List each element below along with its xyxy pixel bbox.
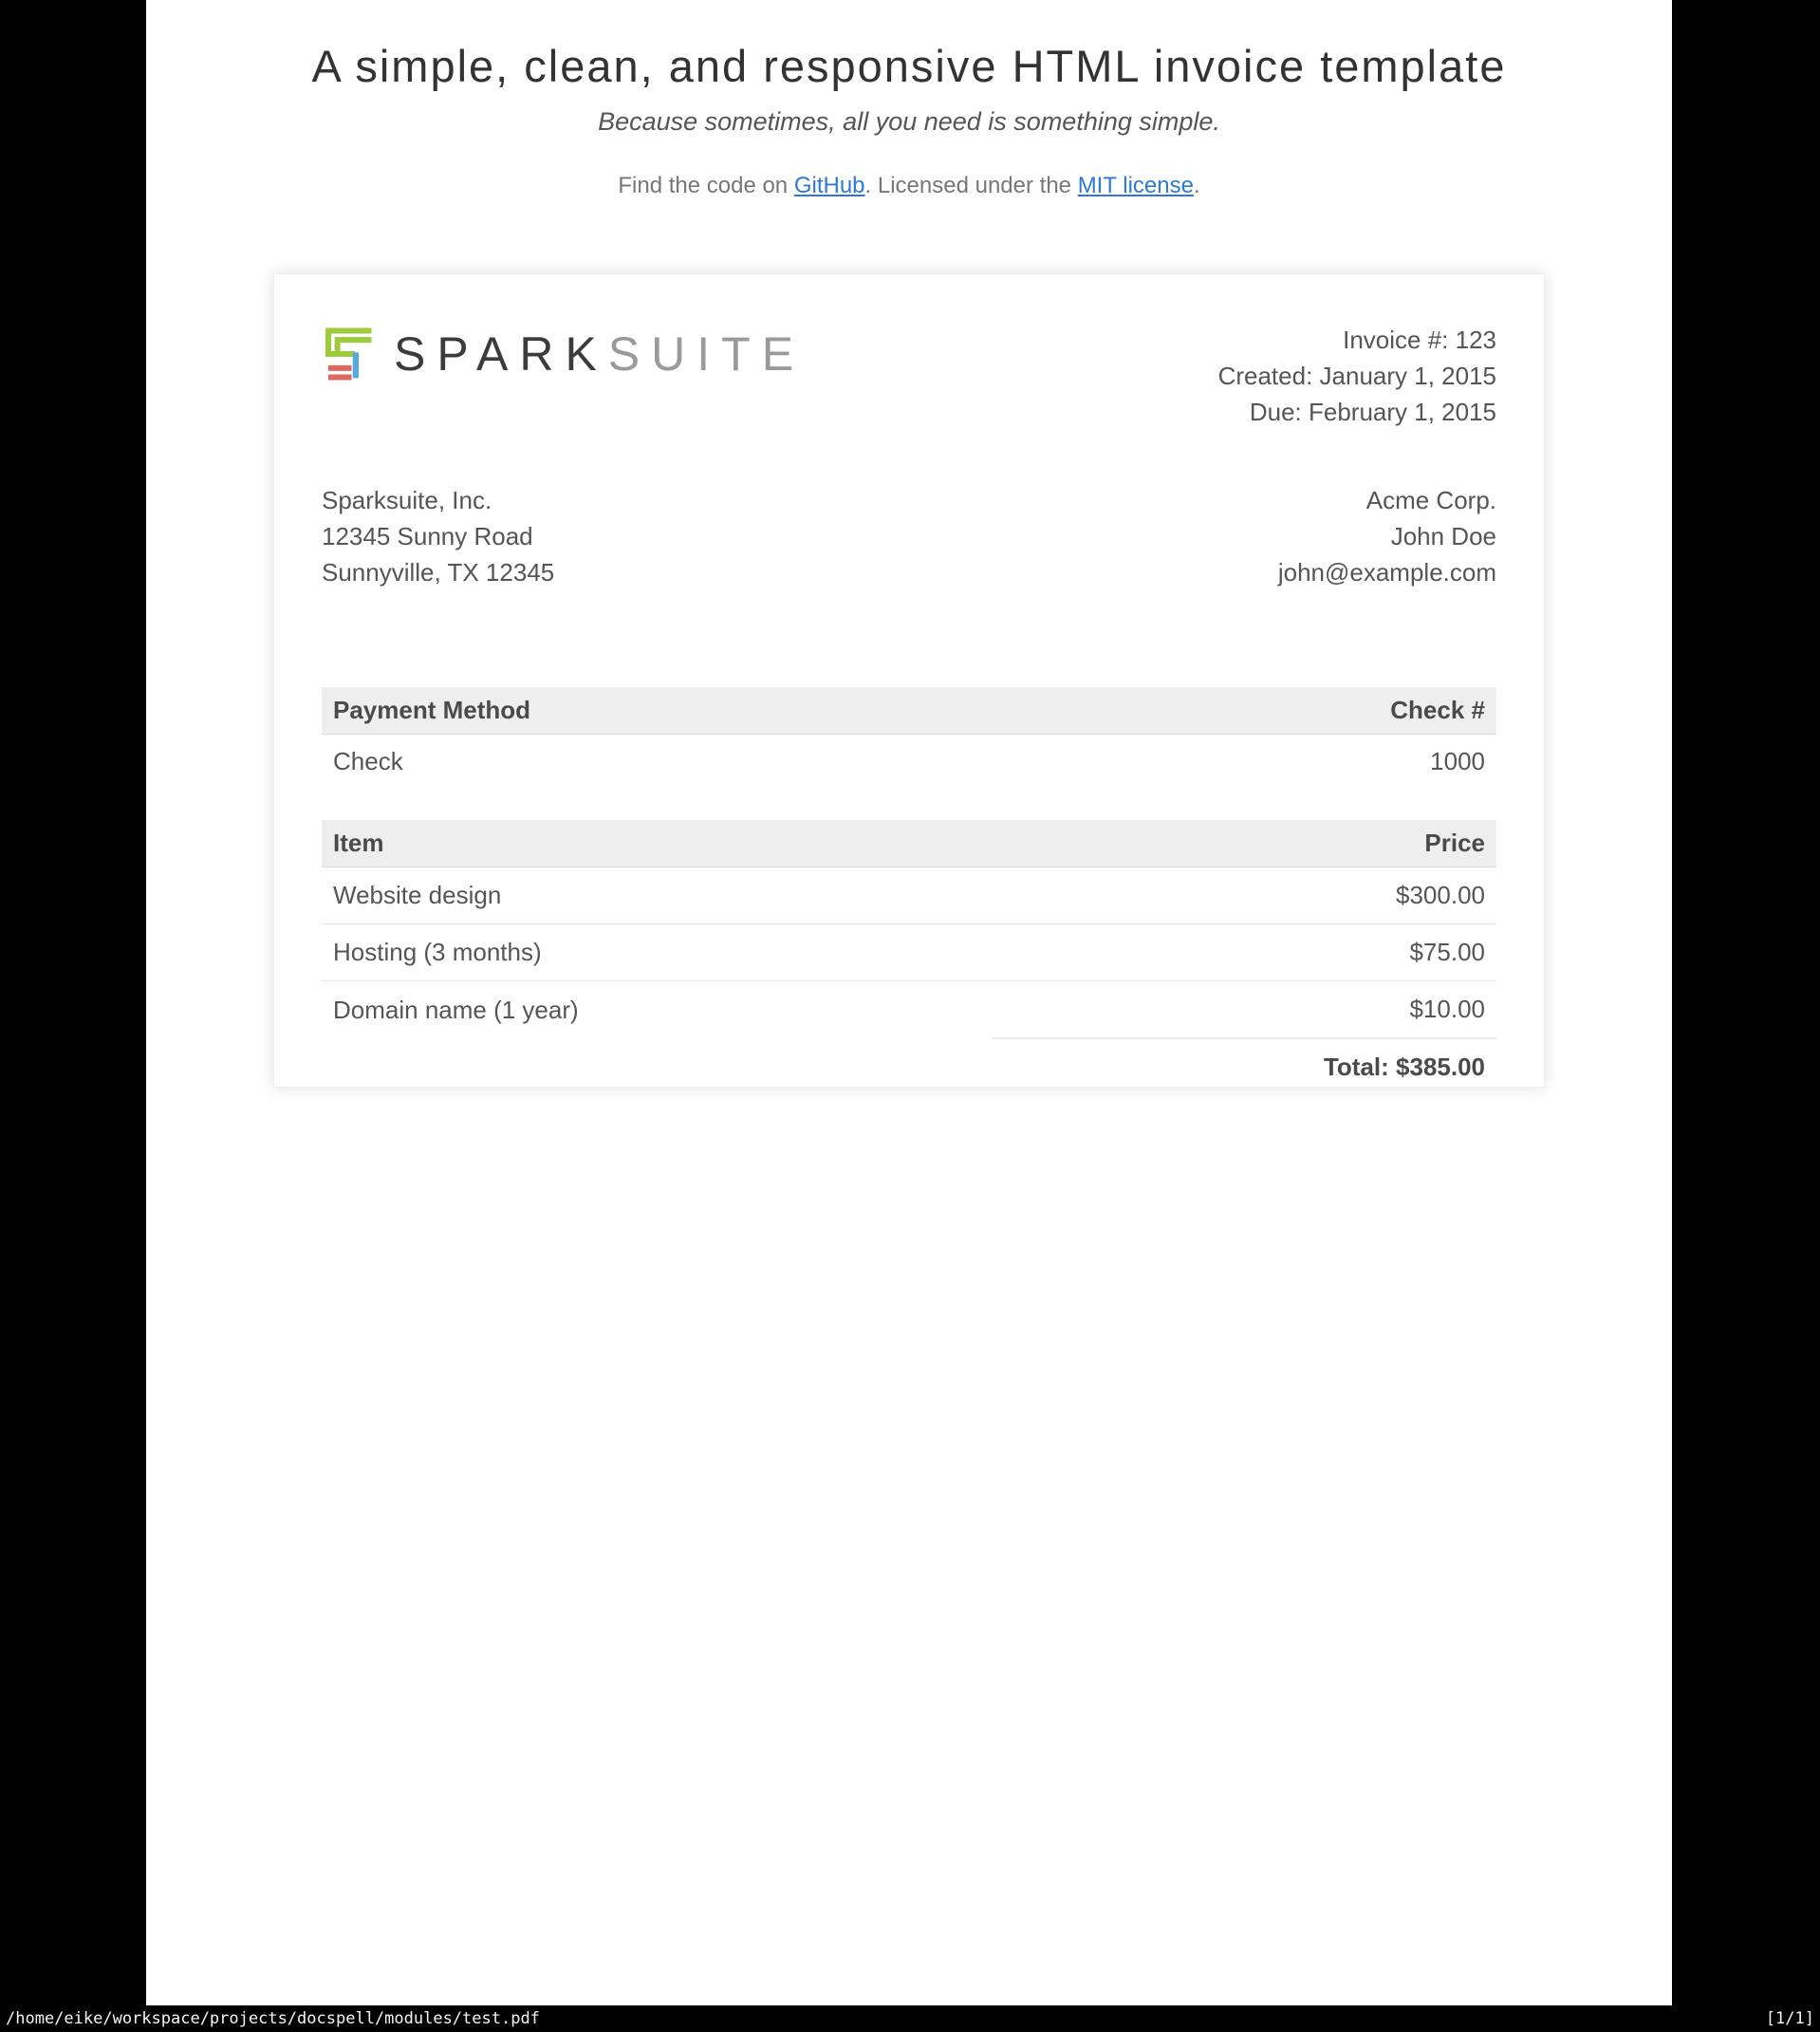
links-line [146, 173, 1672, 199]
invoice-top-row [322, 322, 1496, 430]
payment-method-header: Payment Method [322, 687, 992, 735]
brand-wordmark [394, 326, 805, 382]
payment-method-value: Check [333, 747, 403, 775]
statusbar-file-path: /home/eike/workspace/projects/docspell/modules/test.pdf [6, 2009, 540, 2028]
item-header-row [322, 820, 1496, 867]
item-name: Domain name (1 year) [333, 995, 579, 1024]
page-title: A simple, clean, and responsive HTML invoice template [311, 41, 1507, 91]
table-row [322, 867, 1496, 924]
recipient-address [1278, 482, 1496, 590]
viewer-statusbar [0, 2005, 1820, 2032]
sender-street: 12345 Sunny Road [322, 522, 533, 550]
item-name: Hosting (3 months) [322, 924, 992, 981]
table-row [322, 981, 1496, 1039]
sender-city: Sunnyville, TX 12345 [322, 558, 555, 587]
page-subtitle: Because sometimes, all you need is something simple. [598, 107, 1220, 136]
invoice-number: Invoice #: 123 [1343, 326, 1496, 354]
recipient-name: John Doe [1390, 522, 1496, 550]
item-name: Website design [322, 867, 992, 924]
invoice-meta [1218, 322, 1496, 430]
sender-address [322, 482, 554, 590]
brand-secondary: SUITE [607, 327, 806, 381]
document-header [146, 0, 1672, 199]
payment-details-row [322, 735, 1496, 821]
table-row [322, 924, 1496, 981]
item-price: $300.00 [992, 867, 1496, 924]
check-number-value: 1000 [1430, 747, 1485, 775]
total-row [322, 1038, 1496, 1091]
recipient-email: john@example.com [1277, 558, 1496, 587]
links-middle-text: . Licensed under the [864, 173, 1078, 198]
invoice-created-date: Created: January 1, 2015 [1217, 362, 1496, 390]
pdf-page [146, 0, 1672, 2005]
sender-company: Sparksuite, Inc. [322, 486, 492, 514]
company-logo [322, 322, 805, 382]
invoice-table [322, 687, 1496, 1091]
price-column-header: Price [992, 820, 1496, 867]
item-price: $10.00 [1409, 995, 1485, 1023]
invoice-addresses-row [322, 482, 1496, 590]
check-number-header: Check # [992, 687, 1496, 735]
payment-header-row [322, 687, 1496, 735]
brand-primary: SPARK [394, 327, 608, 381]
invoice-box [273, 273, 1545, 1088]
item-column-header: Item [322, 820, 992, 867]
links-prefix-text: Find the code on [618, 173, 794, 198]
invoice-due-date: Due: February 1, 2015 [1249, 398, 1496, 426]
statusbar-page-indicator: [1/1] [1765, 2009, 1814, 2028]
sparksuite-logo-icon [322, 326, 375, 382]
github-link[interactable]: GitHub [793, 173, 865, 198]
invoice-total: Total: $385.00 [992, 1038, 1496, 1091]
mit-license-link[interactable]: MIT license [1077, 173, 1194, 198]
recipient-company: Acme Corp. [1365, 486, 1496, 514]
item-price: $75.00 [992, 924, 1496, 981]
links-suffix-text: . [1193, 173, 1200, 198]
